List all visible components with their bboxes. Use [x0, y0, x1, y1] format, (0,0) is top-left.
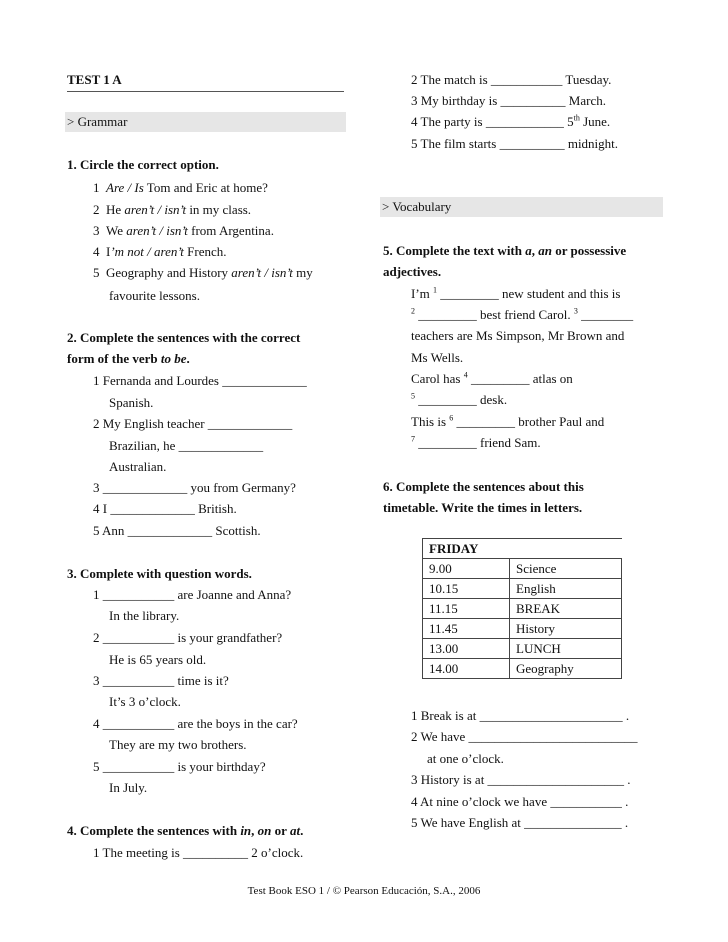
exercise-6-line: 3 History is at _____________________ .	[411, 772, 631, 787]
exercise-3-line: He is 65 years old.	[109, 652, 207, 667]
exercise-5-title: 5. Complete the text with a, an or possessive	[383, 243, 627, 258]
exercise-4-line: 2 The match is ___________ Tuesday.	[411, 72, 612, 87]
timetable-time: 9.00	[423, 559, 510, 579]
title-underline	[67, 91, 344, 92]
exercise-4-line: 5 The film starts __________ midnight.	[411, 136, 619, 151]
exercise-2-line: 3 _____________ you from Germany?	[93, 480, 296, 495]
exercise-6-line: 4 At nine o’clock we have ___________ .	[411, 794, 629, 809]
timetable-subject: LUNCH	[510, 639, 622, 659]
exercise-4-line: 4 The party is ____________ 5th June.	[411, 113, 611, 129]
timetable-time: 11.15	[423, 599, 510, 619]
table-row	[423, 599, 622, 619]
table-row	[423, 579, 622, 599]
exercise-2-line: 4 I _____________ British.	[93, 501, 237, 516]
timetable-subject: English	[510, 579, 622, 599]
exercise-3-line: It’s 3 o’clock.	[109, 694, 181, 709]
exercise-1-title: 1. Circle the correct option.	[67, 157, 219, 172]
exercise-6-line: 1 Break is at ______________________ .	[411, 708, 630, 723]
exercise-1-item-5: 5 Geography and History aren’t / isn’t my	[93, 265, 313, 280]
table-row	[423, 659, 622, 679]
exercise-2-line: Brazilian, he _____________	[109, 438, 264, 453]
timetable-time: 14.00	[423, 659, 510, 679]
timetable-time: 13.00	[423, 639, 510, 659]
table-row	[423, 619, 622, 639]
exercise-1-item-4: 4 I’m not / aren’t French.	[93, 244, 227, 259]
timetable-subject: Geography	[510, 659, 622, 679]
exercise-3-line: They are my two brothers.	[109, 737, 247, 752]
exercise-2-line: Australian.	[109, 459, 167, 474]
exercise-1-item-3: 3 We aren’t / isn’t from Argentina.	[93, 223, 274, 238]
timetable-subject: History	[510, 619, 622, 639]
exercise-3-line: 5 ___________ is your birthday?	[93, 759, 266, 774]
exercise-6-title-line2: timetable. Write the times in letters.	[383, 500, 583, 515]
exercise-1-item-1: 1 Are / Is Tom and Eric at home?	[93, 180, 268, 195]
exercise-5-line: This is $^6$ _________ brother Paul and	[411, 413, 605, 429]
exercise-4-line: 3 My birthday is __________ March.	[411, 93, 606, 108]
exercise-2-line: 1 Fernanda and Lourdes _____________	[93, 373, 307, 388]
exercise-3-line: In the library.	[109, 608, 180, 623]
page-footer: Test Book ESO 1 / © Pearson Educación, S.A., 2006	[247, 885, 481, 897]
exercise-3-line: 1 ___________ are Joanne and Anna?	[93, 587, 292, 602]
exercise-2-title-line2: form of the verb to be.	[67, 351, 190, 366]
exercise-3-line: 4 ___________ are the boys in the car?	[93, 716, 298, 731]
timetable-subject: BREAK	[510, 599, 622, 619]
exercise-3-title: 3. Complete with question words.	[67, 566, 252, 581]
exercise-5-line: $^5$ _________ desk.	[411, 391, 508, 407]
exercise-5-title-line2: adjectives.	[383, 264, 442, 279]
timetable-header: FRIDAY	[423, 539, 622, 559]
exercise-2-line: Spanish.	[109, 395, 154, 410]
exercise-5-line: I’m $^1$ _________ new student and this is	[411, 285, 621, 301]
exercise-3-line: In July.	[109, 780, 148, 795]
exercise-5-line: teachers are Ms Simpson, Mr Brown and	[411, 328, 625, 343]
timetable-time: 10.15	[423, 579, 510, 599]
test-title: TEST 1 A	[67, 72, 122, 87]
exercise-4-title: 4. Complete the sentences with in, on or at.	[67, 823, 304, 838]
exercise-5-line: Carol has $^4$ _________ atlas on	[411, 370, 573, 386]
exercise-1-item-2: 2 He aren’t / isn’t in my class.	[93, 202, 252, 217]
exercise-6-line: at one o’clock.	[427, 751, 504, 766]
exercise-4-line: 1 The meeting is __________ 2 o’clock.	[93, 845, 304, 860]
exercise-5-line: $^7$ _________ friend Sam.	[411, 434, 541, 450]
timetable-time: 11.45	[423, 619, 510, 639]
exercise-6-title: 6. Complete the sentences about this	[383, 479, 584, 494]
exercise-1-item-5-cont: favourite lessons.	[109, 288, 200, 303]
exercise-5-line: Ms Wells.	[411, 350, 464, 365]
exercise-6-line: 5 We have English at _______________ .	[411, 815, 629, 830]
table-row	[423, 559, 622, 579]
exercise-3-line: 3 ___________ time is it?	[93, 673, 229, 688]
exercise-2-title: 2. Complete the sentences with the correct	[67, 330, 301, 345]
timetable	[422, 538, 622, 679]
exercise-6-line: 2 We have __________________________	[411, 729, 638, 744]
timetable-subject: Science	[510, 559, 622, 579]
timetable-header-row	[423, 539, 622, 559]
exercise-3-line: 2 ___________ is your grandfather?	[93, 630, 283, 645]
exercise-2-line: 2 My English teacher _____________	[93, 416, 293, 431]
exercise-2-line: 5 Ann _____________ Scottish.	[93, 523, 261, 538]
exercise-5-line: $^2$ _________ best friend Carol. $^3$ ________	[411, 306, 634, 322]
section-header-grammar: > Grammar	[65, 112, 346, 132]
section-header-vocabulary: > Vocabulary	[380, 197, 663, 217]
table-row	[423, 639, 622, 659]
